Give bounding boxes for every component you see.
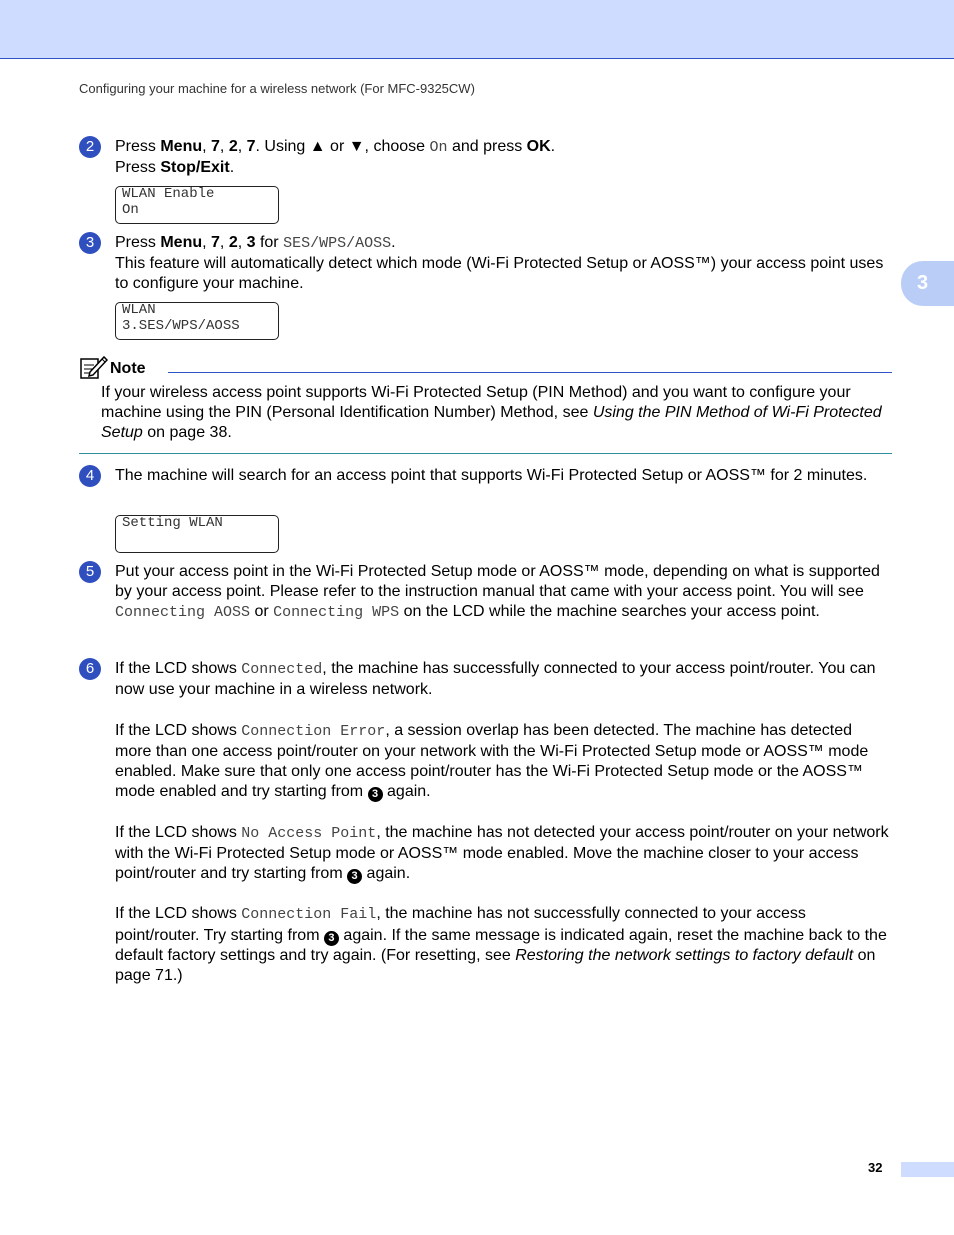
step-5-text: Put your access point in the Wi-Fi Protected Setup mode or AOSS™ mode, depending on what is supported by your access point. Please refer to the instruction manual that came with your access point. You will see Connecting AOSS or Connecting WPS on the LCD while the machine searches your access point. <box>115 563 880 622</box>
note-bottom-divider <box>79 453 892 454</box>
step-6-para-connection-fail: If the LCD shows Connection Fail, the machine has not successfully connected to your access point/router. Try starting from 3 again. If the same message is indicated again, reset the machine back to the default factory settings and try again. (For resetting, see Restoring the network settings to factory default on page 71.) <box>115 905 887 984</box>
chapter-tab-label: 3 <box>917 272 929 294</box>
step-3 <box>79 233 892 295</box>
step-3-ref-icon: 3 <box>324 931 339 946</box>
step-6 <box>79 659 892 986</box>
note-label: Note <box>110 360 146 377</box>
lcd-display-ses-wps-aoss <box>115 302 279 340</box>
note-pencil-icon <box>80 355 108 379</box>
step-3-ref-icon: 3 <box>347 869 362 884</box>
step-5 <box>79 562 892 624</box>
running-header: Configuring your machine for a wireless network (For MFC-9325CW) <box>79 81 475 96</box>
note-link-pin-method[interactable]: Using the PIN Method of Wi-Fi Protected Setup <box>101 404 882 442</box>
step-4-text: The machine will search for an access point that supports Wi-Fi Protected Setup or AOSS™ for 2 minutes. <box>115 467 868 484</box>
lcd-display-setting-wlan <box>115 515 279 553</box>
step-number-3: 3 <box>79 232 101 254</box>
note-body: If your wireless access point supports Wi-Fi Protected Setup (PIN Method) and you want to configure your machine using the PIN (Personal Identification Number) Method, see Using the PIN Method of Wi-Fi Protected Setup on page 38. <box>101 384 882 442</box>
chapter-tab <box>901 261 954 306</box>
step-6-para-no-access-point: If the LCD shows No Access Point, the machine has not detected your access point/router on your network with the Wi-Fi Protected Setup mode or AOSS™ mode enabled. Move the machine closer to your access point/router and try starting from 3 again. <box>115 823 889 882</box>
step-6-para-connected: If the LCD shows Connected, the machine has successfully connected to your access point/router. You can now use your machine in a wireless network. <box>115 660 876 699</box>
lcd-line-1: Setting WLAN <box>122 515 223 531</box>
step-3-ref-icon: 3 <box>368 787 383 802</box>
lcd-display-wlan-enable <box>115 186 279 224</box>
step-number-6: 6 <box>79 658 101 680</box>
lcd-line-1: WLAN Enable <box>122 186 215 202</box>
step-2-text: Press Menu, 7, 2, 7. Using ▲ or ▼, choose On and press OK. Press Stop/Exit. <box>115 138 556 177</box>
lcd-line-2: 3.SES/WPS/AOSS <box>122 317 240 334</box>
lcd-line-1: WLAN <box>122 302 156 318</box>
header-band <box>0 0 954 59</box>
step-number-2: 2 <box>79 136 101 158</box>
step-4 <box>79 466 892 486</box>
lcd-line-2: On <box>122 201 139 218</box>
step-6-text <box>115 659 892 986</box>
step-number-5: 5 <box>79 561 101 583</box>
footer-band <box>901 1162 954 1177</box>
step-6-para-connection-error: If the LCD shows Connection Error, a session overlap has been detected. The machine has detected more than one access point/router on your network with the Wi-Fi Protected Setup mode or AOSS™ mode enabled. Make sure that only one access point/router has the Wi-Fi Protected Setup mode or the AOSS™ mode enabled and try starting from 3 again. <box>115 721 869 801</box>
step-number-4: 4 <box>79 465 101 487</box>
step-3-text: Press Menu, 7, 2, 3 for SES/WPS/AOSS. This feature will automatically detect which mode (Wi-Fi Protected Setup or AOSS™) your access point uses to configure your machine. <box>115 234 884 293</box>
step-2 <box>79 137 892 178</box>
note-divider <box>168 372 892 373</box>
link-restoring-network-settings[interactable]: Restoring the network settings to factory default <box>515 946 854 964</box>
page-number: 32 <box>868 1160 883 1175</box>
